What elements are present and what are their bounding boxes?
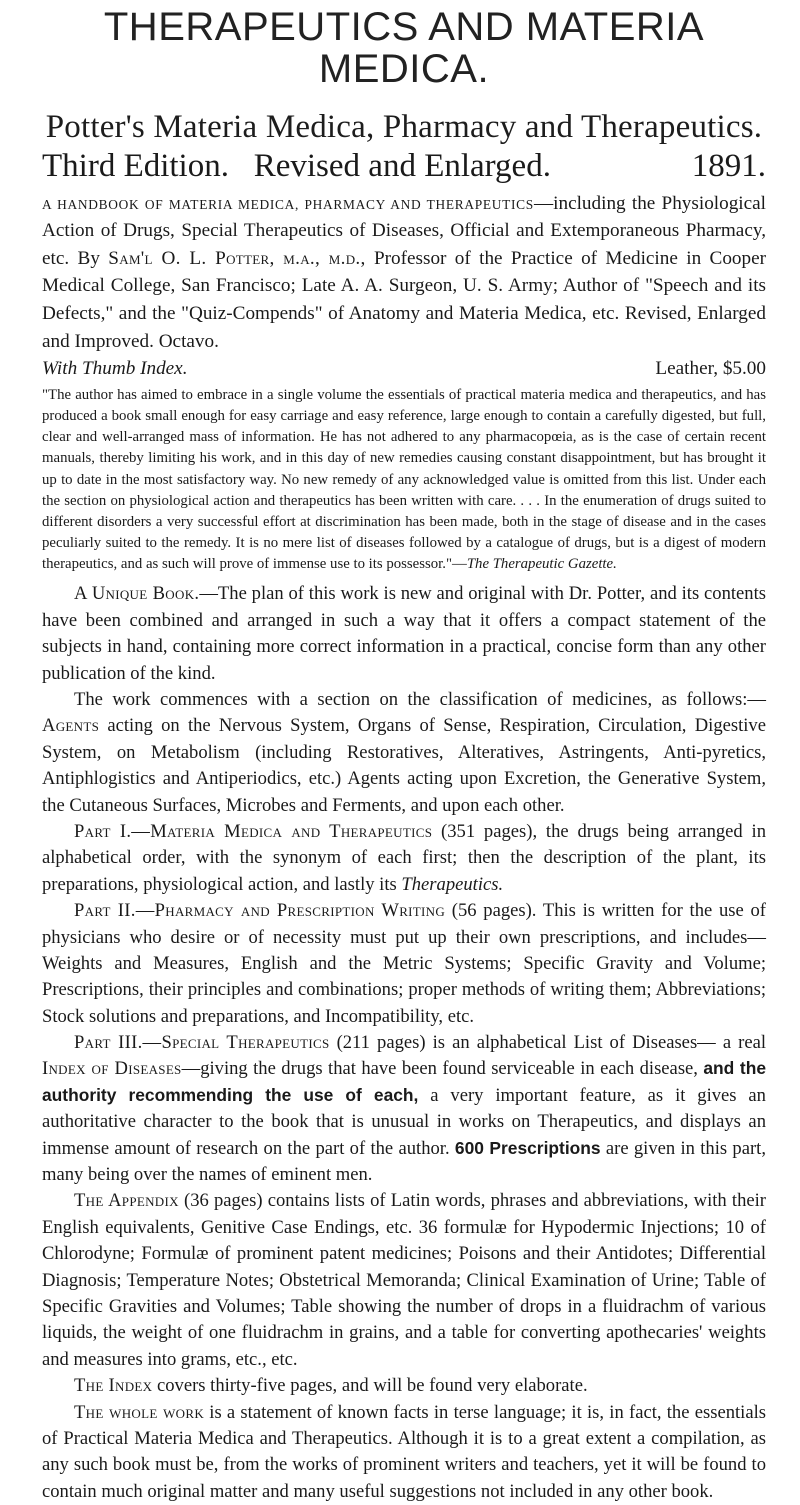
appendix-text: (36 pages) contains lists of Latin words, phrases and abbreviations, with their English equivalents, Genitive Case Endings, etc. 36 formulæ for Hypodermic Injections; 10 of Chlorodyne; Formulæ of prominent patent medicines; Poisons and their Antidotes; Differential Diagnosis; Temperature Notes; Obstetrical Memoranda; Clinical Examination of Urine; Table of Specific Gravities and Volumes; Table showing the number of drops in a fluidrachm of various liquids, the weight of one fluidrachm in grains, and a table for converting apothecaries' weights and measures into grams, etc., etc. (42, 1190, 766, 1370)
agents-word: Agents (42, 715, 100, 737)
paragraph-part-1 (42, 819, 766, 898)
paragraph-classification (42, 687, 766, 819)
part1-text: (351 pages), the drugs being arranged in alphabetical order, with the synonym of each first; then the description of the plant, its preparations, physiological action, and lastly its (42, 820, 766, 895)
classification-text-1: The work commences with a section on the classification of medicines, as follows:— (74, 688, 766, 710)
whole-work-lead: The whole work (74, 1401, 205, 1423)
part2-text: (56 pages). This is written for the use of physicians who desire or of necessity must put up their own prescriptions, and includes—Weights and Measures, English and the Metric Systems; Specific Gravity and Volume; Prescriptions, their principles and combinations; proper methods of writing them; Abbreviations; Stock solutions and preparations, and Incompatibility, etc. (42, 900, 766, 1027)
review-quote (42, 385, 766, 575)
running-head: THERAPEUTICS AND MATERIA MEDICA. (103, 5, 705, 91)
listing-description-1: —including the Physiological Action of Drugs, Special Therapeutics of Diseases, Official and Extemporaneous Pharmacy, etc. By (42, 192, 767, 269)
paragraph-part-2 (42, 898, 766, 1030)
price-line (42, 355, 766, 383)
review-source: The Therapeutic Gazette. (466, 556, 617, 573)
paragraph-part-3 (42, 1030, 766, 1188)
paragraph-unique-book (42, 581, 766, 687)
unique-text: —The plan of this work is new and original with Dr. Potter, and its contents have been combined and arranged in such a way that it offers a compact statement of the subjects in hand, containing more correct information in a practical, concise form than any other publication of the kind. (42, 583, 766, 684)
classification-text-2: acting on the Nervous System, Organs of Sense, Respiration, Circulation, Digestive System, on Metabolism (including Restoratives, Alteratives, Astringents, Anti-pyretics, Antiphlogistics and Antiperiodics, etc.) Agents acting upon Excretion, the Generative System, the Cutaneous Surfaces, Microbes and Ferments, and upon each other. (42, 715, 766, 816)
author-name: Sam'l O. L. Potter, m.a., m.d., (108, 247, 366, 269)
publication-year: 1891. (691, 147, 766, 184)
unique-lead: A Unique Book. (74, 583, 200, 605)
binding-price: Leather, $5.00 (655, 358, 766, 380)
part2-lead: Part II.—Pharmacy and Prescription Writing (74, 900, 446, 922)
part3-text-3: a very important feature, as it gives an authoritative character to the book that is unusual in works on Therapeutics, and displays an immense amount of research on the part of the author. (42, 1084, 766, 1159)
paragraph-whole-work (42, 1400, 766, 1505)
listing-lead: A HANDBOOK OF MATERIA MEDICA, PHARMACY AND THERAPEUTICS (42, 196, 534, 212)
part3-text-4: are given in this part, many being over the names of eminent men. (42, 1137, 766, 1186)
prescriptions-count: 600 Prescriptions (454, 1137, 601, 1158)
thumb-index-note: With Thumb Index. (42, 358, 188, 380)
paragraph-index (42, 1373, 766, 1399)
review-text: "The author has aimed to embrace in a single volume the essentials of practical materia medica and therapeutics, and has produced a book small enough for easy carriage and easy reference, large enough to contain a carefully digested, but full, clear and well-arranged mass of information. He has not adhered to any pharmacopœia, as is the case of certain recent manuals, thereby limiting his work, and in this day of new remedies causing constant disappointment, but has brought it up to date in the most satisfactory way. No new remedy of any acknowledged value is omitted from this list. Under each the section on physiological action and therapeutics has been written with care. . . . In the enumeration of drugs suited to different disorders a very successful effort at discrimination has been made, both in the stage of disease and in the cases peculiarly suited to the remedy. It is no mere list of diseases followed by a catalogue of drugs, but is a digest of modern therapeutics, and as such will prove of immense use to its possessor."— (42, 387, 766, 573)
whole-work-text: is a statement of known facts in terse language; it is, in fact, the essentials of Practical Materia Medica and Therapeutics. Although it is to a great extent a compilation, as any such book must be, from the works of prominent writers and teachers, yet it will be found to contain much original matter and many useful suggestions not included in any other book. (42, 1401, 766, 1502)
authority-emphasis: and the authority recommending the use of each, (42, 1058, 767, 1105)
index-of-diseases: Index of Diseases (42, 1058, 182, 1080)
paragraph-appendix (42, 1188, 766, 1373)
part3-text-1: (211 pages) is an alphabetical List of Diseases— a real (329, 1032, 767, 1054)
edition-text: Third Edition. Revised and Enlarged. (42, 147, 551, 184)
part3-lead: Part III.—Special Therapeutics (74, 1032, 330, 1054)
appendix-lead: The Appendix (74, 1190, 179, 1212)
listing-description-2: Professor of the Practice of Medicine in Cooper Medical College, San Francisco; Late A. A. Surgeon, U. S. Army; Author of "Speech and its Defects," and the "Quiz-Compends" of Anatomy and Materia Medica, etc. Revised, Enlarged and Improved. Octavo. (42, 247, 767, 352)
edition-line (42, 147, 766, 187)
index-text: covers thirty-five pages, and will be found very elaborate. (152, 1375, 588, 1397)
book-title: Potter's Materia Medica, Pharmacy and Therapeutics. (45, 109, 763, 145)
part3-text-2: —giving the drugs that have been found serviceable in each disease, (181, 1058, 704, 1080)
book-listing (42, 190, 766, 356)
part1-lead: Part I.—Materia Medica and Therapeutics (74, 820, 433, 842)
part1-therapeutics: Therapeutics. (401, 873, 504, 895)
index-lead: The Index (74, 1375, 153, 1397)
